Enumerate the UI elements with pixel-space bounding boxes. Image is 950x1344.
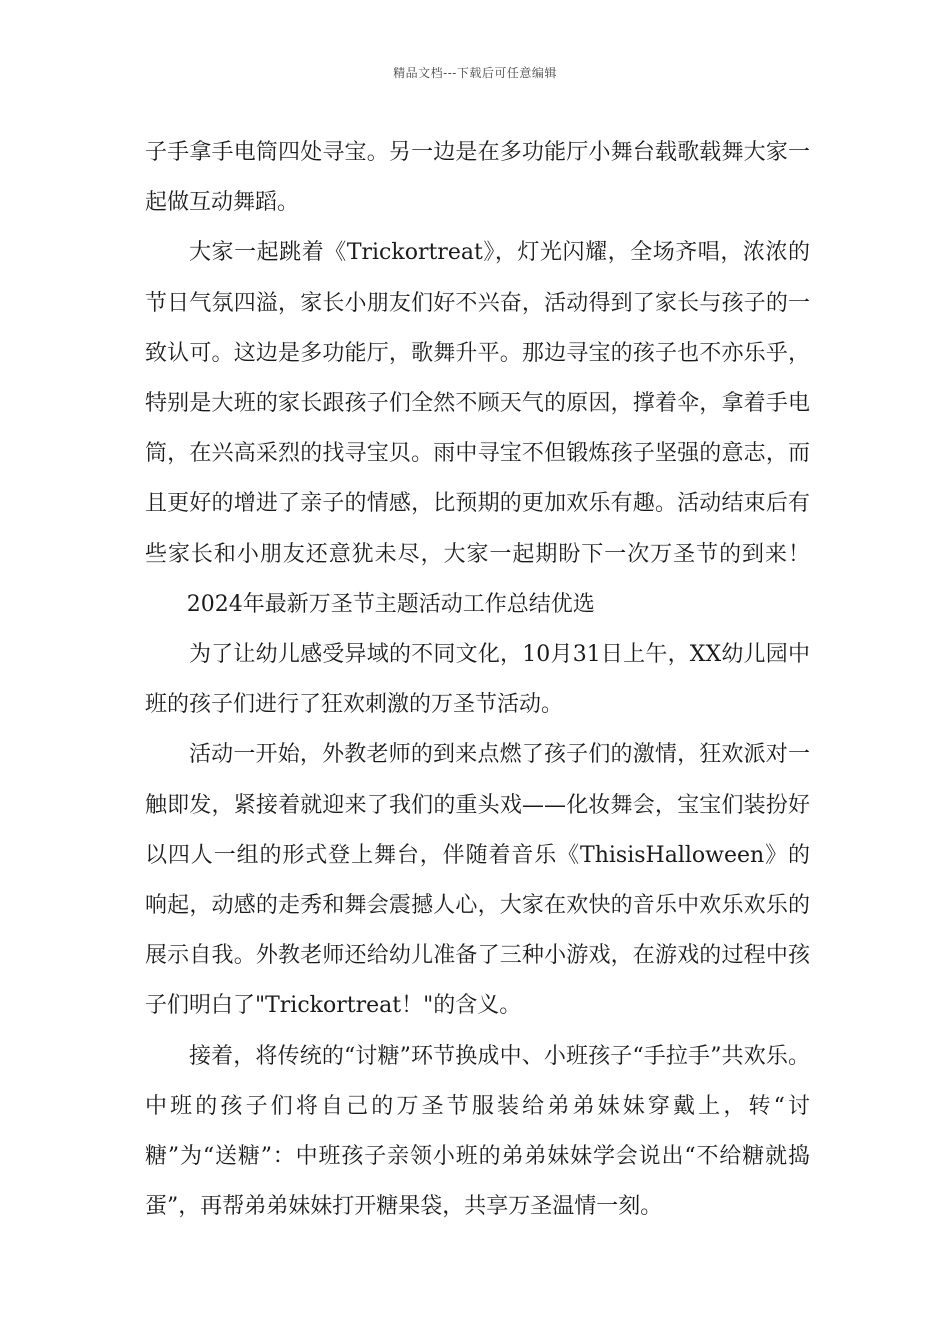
- paragraph-continued: 子手拿手电筒四处寻宝。另一边是在多功能厅小舞台载歌载舞大家一起做互动舞蹈。: [145, 140, 810, 216]
- paragraph-dance: [145, 228, 810, 630]
- paragraph-dance-text: 大家一起跳着《Trickortreat》，灯光闪耀，全场齐唱，浓浓的节日气氛四溢，家长小朋友们好不兴奋，活动得到了家长与孩子的一致认可。这边是多功能厅，歌舞升平。那边寻宝的孩子也不亦乐乎，特别是大班的家长跟孩子们全然不顾天气的原因，撑着伞，拿着手电筒，在兴高采烈的找寻宝贝。雨中寻宝不但锻炼孩子坚强的意志，而且更好的增进了亲子的情感，比预期的更加欢乐有趣。活动结束后有些家长和小朋友还意犹未尽，大家一起期盼下一次万圣节的到来！: [145, 240, 810, 567]
- paragraph-candy: 接着，将传统的“讨糖”环节换成中、小班孩子“手拉手”共欢乐。中班的孩子们将自己的万圣节服装给弟弟妹妹穿戴上，转“讨糖”为“送糖”：中班孩子亲领小班的弟弟妹妹学会说出“不给糖就捣蛋”，再帮弟弟妹妹打开糖果袋，共享万圣温情一刻。: [145, 1043, 810, 1220]
- paragraph-activity: 活动一开始，外教老师的到来点燃了孩子们的激情，狂欢派对一触即发，紧接着就迎来了我们的重头戏——化妆舞会，宝宝们装扮好以四人一组的形式登上舞台，伴随着音乐《ThisisHalloween》的响起，动感的走秀和舞会震撼人心，大家在欢快的音乐中欢乐欢乐的展示自我。外教老师还给幼儿准备了三种小游戏，在游戏的过程中孩子们明白了"Trickortreat！"的含义。: [145, 742, 810, 1019]
- paragraph-intro: 为了让幼儿感受异域的不同文化，10月31日上午，XX幼儿园中班的孩子们进行了狂欢刺激的万圣节活动。: [145, 642, 810, 718]
- document-body: [145, 128, 810, 1232]
- page-header: 精品文档---下载后可任意编辑: [393, 66, 557, 80]
- section-title: 2024年最新万圣节主题活动工作总结优选: [186, 591, 595, 617]
